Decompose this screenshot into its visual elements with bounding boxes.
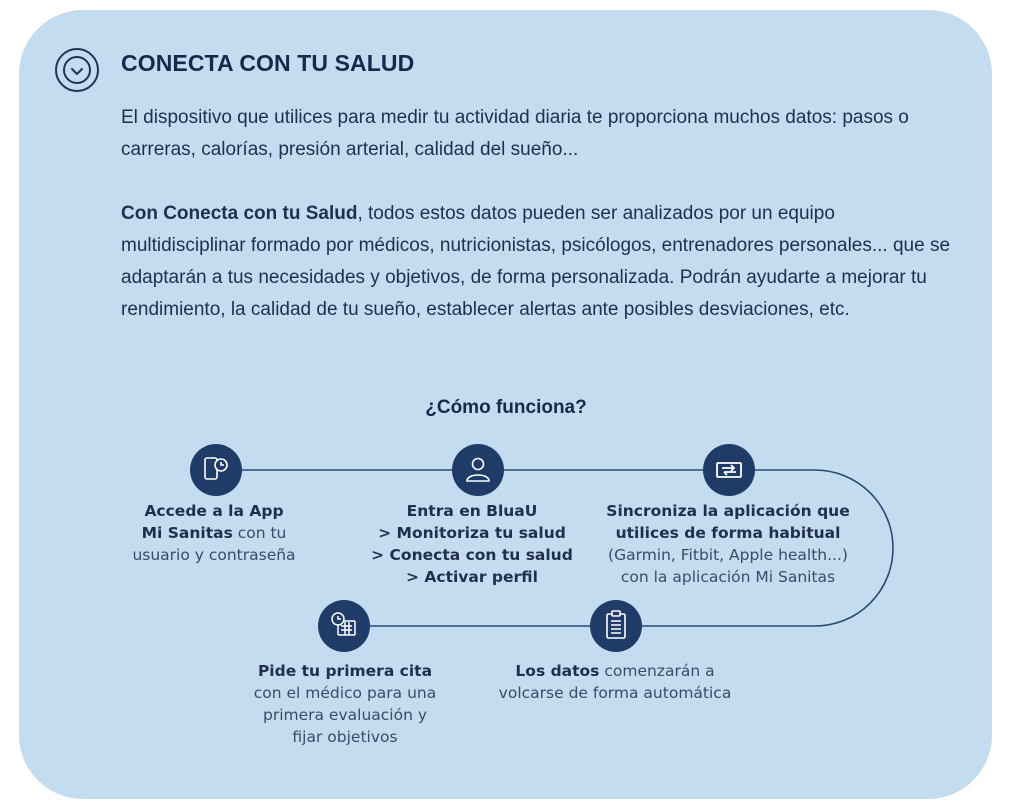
step-1-title: Accede a la App	[144, 502, 284, 520]
step-4-title: Pide tu primera cita	[257, 662, 433, 680]
step-2-text	[342, 500, 602, 588]
description-paragraph	[121, 198, 951, 326]
step-4-detail-2: primera evaluación y	[262, 706, 428, 724]
step-4-detail-3: fijar objetivos	[292, 728, 398, 746]
step-3-title-1: Sincroniza la aplicación que	[606, 502, 850, 520]
step-2-path-2: > Conecta con tu salud	[371, 546, 573, 564]
step-1-text	[84, 500, 344, 566]
step-3-text	[598, 500, 858, 588]
step-4-text	[215, 660, 475, 748]
step-5-detail: volcarse de forma automática	[498, 684, 732, 702]
page-title: CONECTA CON TU SALUD	[121, 50, 415, 76]
step-1-app-name: Mi Sanitas	[141, 524, 233, 542]
step-5-text	[485, 660, 745, 704]
description-text: , todos estos datos pueden ser analizados por un equipo multidisciplinar formado por médicos, nutricionistas, psicólogos, entrenadores personales... que se adaptarán a tus necesidades y objetivos, de forma personalizada. Podrán ayudarte a mejorar tu rendimiento, la calidad de tu sueño, establecer alertas ante posibles desviaciones, etc.	[121, 203, 951, 320]
step-1-text-rest: con tu	[232, 524, 287, 542]
how-it-works-heading: ¿Cómo funciona?	[425, 397, 587, 418]
step-4-detail-1: con el médico para una	[253, 684, 437, 702]
step-5-text-rest: comenzarán a	[599, 662, 715, 680]
step-5-title: Los datos	[515, 662, 600, 680]
step-3-detail: con la aplicación Mi Sanitas	[620, 568, 836, 586]
step-3-title-2: utilices de forma habitual	[615, 524, 841, 542]
intro-paragraph: El dispositivo que utilices para medir tu actividad diaria te proporciona muchos datos: pasos o carreras, calorías, presión arterial, calidad del sueño...	[121, 107, 909, 160]
step-2-path-1: > Monitoriza tu salud	[378, 524, 566, 542]
description-bold: Con Conecta con tu Salud	[121, 203, 358, 224]
step-2-path-3: > Activar perfil	[406, 568, 538, 586]
step-1-detail: usuario y contraseña	[132, 546, 296, 564]
step-2-title: Entra en BluaU	[406, 502, 538, 520]
clock-icon	[54, 47, 100, 93]
step-3-examples: (Garmin, Fitbit, Apple health...)	[608, 546, 848, 564]
